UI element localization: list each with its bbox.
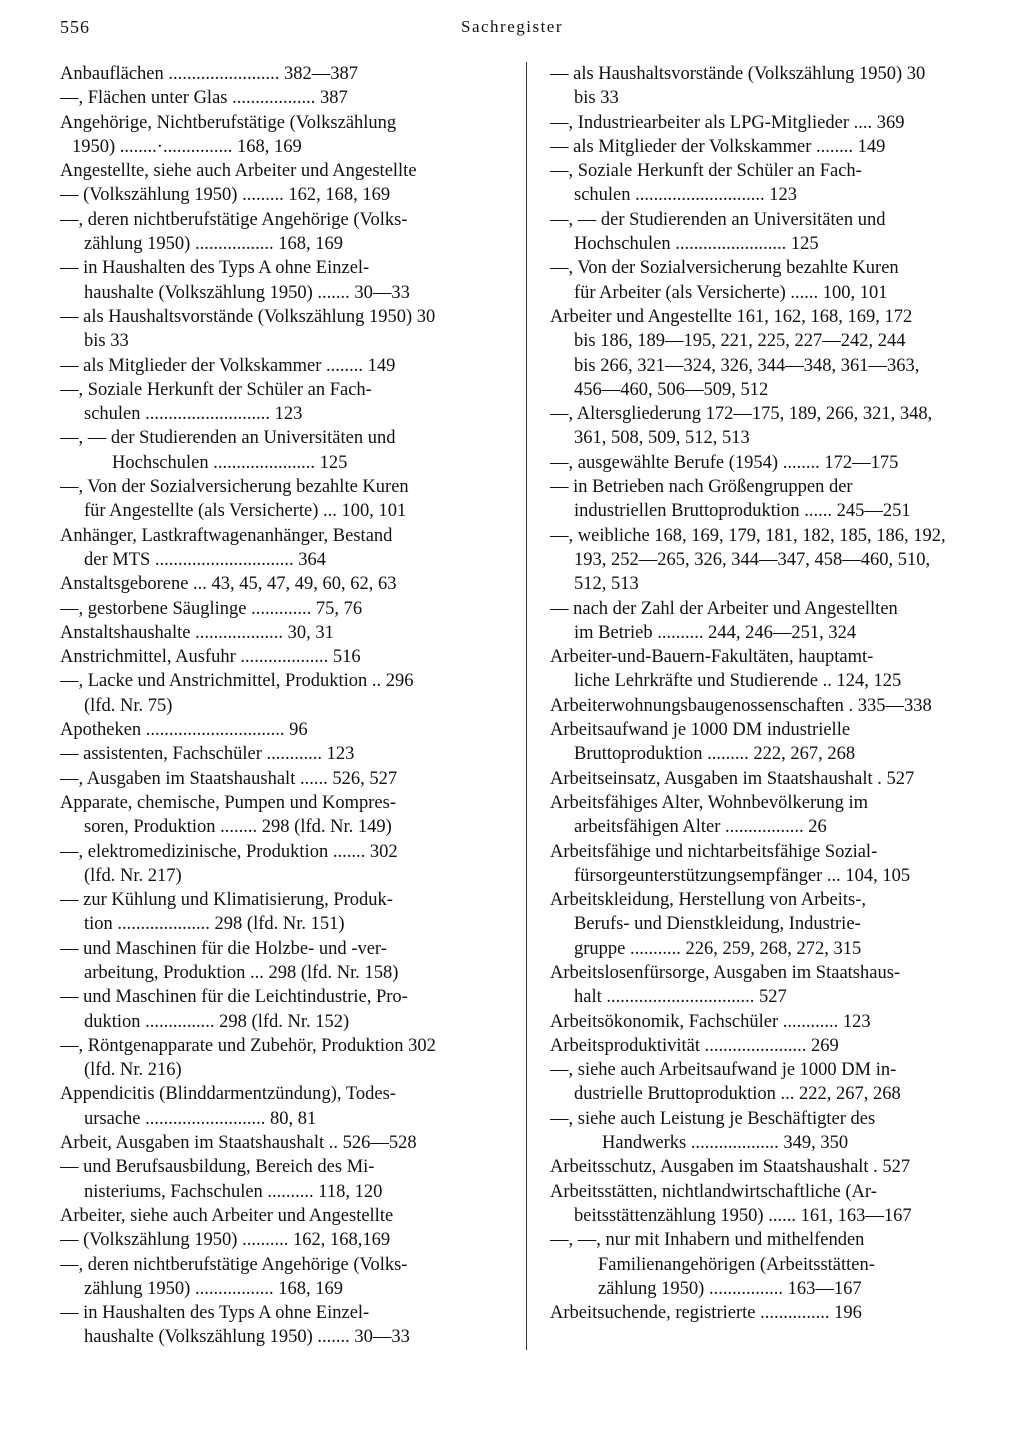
index-entry-line: Arbeitslosenfürsorge, Ausgaben im Staatshaus-	[550, 962, 901, 983]
index-entry-line: 193, 252—265, 326, 344—347, 458—460, 510,	[574, 549, 931, 570]
index-entry-line: — als Mitglieder der Volkskammer ........ 149	[550, 136, 886, 157]
index-entry-line: 512, 513	[574, 574, 639, 595]
index-entry-line: Berufs- und Dienstkleidung, Industrie-	[574, 914, 861, 935]
index-entry-line: —, Von der Sozialversicherung bezahlte Kuren	[550, 258, 899, 279]
index-entry-line: —, deren nichtberufstätige Angehörige (Volks-	[60, 1254, 408, 1275]
index-column-right	[550, 62, 988, 1325]
index-entry-line: —, elektromedizinische, Produktion ....... 302	[60, 841, 398, 862]
running-head: Sachregister	[460, 17, 564, 36]
index-entry-line: Hochschulen ...................... 125	[112, 452, 348, 473]
index-entry-line: —, Röntgenapparate und Zubehör, Produktion 302	[60, 1035, 436, 1056]
index-entry-line: für Angestellte (als Versicherte) ... 100, 101	[84, 501, 407, 522]
index-entry-line: Arbeitsökonomik, Fachschüler ............ 123	[550, 1011, 871, 1032]
index-entry-line: Arbeitsproduktivität ...................... 269	[550, 1035, 839, 1056]
index-entry-line: —, siehe auch Arbeitsaufwand je 1000 DM in-	[550, 1060, 897, 1081]
index-entry-line: —, Ausgaben im Staatshaushalt ...... 526, 527	[60, 768, 398, 789]
index-entry-line: —, siehe auch Leistung je Beschäftigter des	[550, 1108, 876, 1129]
index-entry-line: —, Von der Sozialversicherung bezahlte Kuren	[60, 477, 409, 498]
index-entry-line: Hochschulen ........................ 125	[574, 234, 819, 255]
index-entry-line: Arbeitsstätten, nichtlandwirtschaftliche (Ar-	[550, 1181, 877, 1202]
index-entry-line: (lfd. Nr. 216)	[84, 1060, 182, 1081]
index-entry-line: Arbeit, Ausgaben im Staatshaushalt .. 526—528	[60, 1133, 417, 1154]
index-entry-line: 1950) ........·............... 168, 169	[72, 136, 302, 157]
index-entry-line: Arbeitsschutz, Ausgaben im Staatshaushalt . 527	[550, 1157, 911, 1178]
index-entry-line: Arbeitseinsatz, Ausgaben im Staatshaushalt . 527	[550, 768, 915, 789]
index-entry-line: —, gestorbene Säuglinge ............. 75, 76	[60, 598, 363, 619]
index-entry-line: Apotheken .............................. 96	[60, 720, 308, 741]
index-entry-line: Anhänger, Lastkraftwagenanhänger, Bestand	[60, 525, 393, 546]
index-entry-line: —, — der Studierenden an Universitäten und	[60, 428, 396, 449]
index-entry-line: arbeitsfähigen Alter ................. 26	[574, 817, 827, 838]
index-entry-line: zählung 1950) ................. 168, 169	[84, 1278, 343, 1299]
index-entry-line: Anstaltsgeborene ... 43, 45, 47, 49, 60, 62, 63	[60, 574, 397, 595]
index-entry-line: — und Berufsausbildung, Bereich des Mi-	[60, 1157, 375, 1178]
index-entry-line: zählung 1950) ................ 163—167	[598, 1278, 862, 1299]
index-entry-line: Arbeitsfähiges Alter, Wohnbevölkerung im	[550, 792, 869, 813]
index-entry-line: Angehörige, Nichtberufstätige (Volkszählung	[60, 112, 397, 133]
index-entry-line: beitsstättenzählung 1950) ...... 161, 163—167	[574, 1205, 912, 1226]
index-entry-line: zählung 1950) ................. 168, 169	[84, 234, 343, 255]
index-entry-line: Arbeiter und Angestellte 161, 162, 168, 169, 172	[550, 306, 913, 327]
index-entry-line: — in Haushalten des Typs A ohne Einzel-	[60, 1303, 370, 1324]
index-entry-line: Familienangehörigen (Arbeitsstätten-	[598, 1254, 875, 1275]
index-entry-line: —, Lacke und Anstrichmittel, Produktion .. 296	[60, 671, 414, 692]
index-entry-line: 456—460, 506—509, 512	[574, 379, 769, 400]
index-entry-line: —, ausgewählte Berufe (1954) ........ 172—175	[550, 452, 899, 473]
index-entry-line: im Betrieb .......... 244, 246—251, 324	[574, 622, 857, 643]
index-entry-line: nisteriums, Fachschulen .......... 118, 120	[84, 1181, 383, 1202]
index-entry-line: soren, Produktion ........ 298 (lfd. Nr. 149)	[84, 817, 392, 838]
index-entry-line: — (Volkszählung 1950) ......... 162, 168, 169	[60, 185, 391, 206]
index-entry-line: tion .................... 298 (lfd. Nr. 151)	[84, 914, 345, 935]
index-entry-line: — und Maschinen für die Holzbe- und -ver-	[60, 938, 387, 959]
index-entry-line: Handwerks ................... 349, 350	[602, 1133, 849, 1154]
index-entry-line: bis 33	[84, 331, 129, 352]
index-entry-line: —, Industriearbeiter als LPG-Mitglieder .... 369	[550, 112, 905, 133]
index-entry-line: (lfd. Nr. 217)	[84, 865, 182, 886]
index-entry-line: gruppe ........... 226, 259, 268, 272, 315	[574, 938, 862, 959]
index-entry-line: (lfd. Nr. 75)	[84, 695, 173, 716]
index-entry-line: — als Haushaltsvorstände (Volkszählung 1950) 30	[60, 306, 436, 327]
index-entry-line: —, Flächen unter Glas .................. 387	[60, 88, 348, 109]
index-entry-line: — in Betrieben nach Größengruppen der	[550, 477, 853, 498]
index-entry-line: —, deren nichtberufstätige Angehörige (Volks-	[60, 209, 408, 230]
index-entry-line: —, Altersgliederung 172—175, 189, 266, 321, 348,	[550, 404, 933, 425]
index-entry-line: — als Mitglieder der Volkskammer ........ 149	[60, 355, 396, 376]
index-entry-line: haushalte (Volkszählung 1950) ....... 30—33	[84, 1327, 410, 1348]
index-entry-line: Arbeiter, siehe auch Arbeiter und Angestellte	[60, 1205, 394, 1226]
index-entry-line: Arbeitskleidung, Herstellung von Arbeits-,	[550, 890, 866, 911]
index-entry-line: arbeitung, Produktion ... 298 (lfd. Nr. 158)	[84, 962, 399, 983]
index-entry-line: ursache .......................... 80, 81	[84, 1108, 317, 1129]
index-entry-line: 361, 508, 509, 512, 513	[574, 428, 750, 449]
index-entry-line: liche Lehrkräfte und Studierende .. 124, 125	[574, 671, 902, 692]
index-entry-line: — assistenten, Fachschüler ............ 123	[60, 744, 355, 765]
index-entry-line: halt ................................ 527	[574, 987, 787, 1008]
index-entry-line: —, —, nur mit Inhabern und mithelfenden	[550, 1230, 865, 1251]
index-entry-line: dustrielle Bruttoproduktion ... 222, 267, 268	[574, 1084, 901, 1105]
index-entry-line: bis 266, 321—324, 326, 344—348, 361—363,	[574, 355, 920, 376]
index-entry-line: für Arbeiter (als Versicherte) ...... 100, 101	[574, 282, 888, 303]
index-entry-line: Arbeitsuchende, registrierte ............... 196	[550, 1303, 862, 1324]
page-number: 556	[60, 17, 90, 37]
index-entry-line: —, weibliche 168, 169, 179, 181, 182, 185, 186, 192,	[550, 525, 946, 546]
index-entry-line: Anstrichmittel, Ausfuhr ................... 516	[60, 647, 361, 668]
index-entry-line: — (Volkszählung 1950) .......... 162, 168,169	[60, 1230, 391, 1251]
index-entry-line: Arbeiter-und-Bauern-Fakultäten, hauptamt-	[550, 647, 874, 668]
index-entry-line: — nach der Zahl der Arbeiter und Angestellten	[550, 598, 898, 619]
index-entry-line: Apparate, chemische, Pumpen und Kompres-	[60, 792, 396, 813]
index-entry-line: —, — der Studierenden an Universitäten und	[550, 209, 886, 230]
index-entry-line: Anbauflächen ........................ 382—387	[60, 64, 359, 84]
index-entry-line: — zur Kühlung und Klimatisierung, Produk-	[60, 890, 393, 911]
index-entry-line: Arbeiterwohnungsbaugenossenschaften . 335—338	[550, 695, 932, 716]
index-entry-line: bis 186, 189—195, 221, 225, 227—242, 244	[574, 331, 906, 352]
index-entry-line: Bruttoproduktion ......... 222, 267, 268	[574, 744, 856, 765]
index-entry-line: — in Haushalten des Typs A ohne Einzel-	[60, 258, 370, 279]
index-entry-line: der MTS .............................. 364	[84, 549, 327, 570]
index-entry-line: bis 33	[574, 88, 619, 109]
index-entry-line: schulen ............................ 123	[574, 185, 798, 206]
index-entry-line: Anstaltshaushalte ................... 30, 31	[60, 622, 334, 643]
index-entry-line: Arbeitsfähige und nichtarbeitsfähige Sozial-	[550, 841, 878, 862]
index-entry-line: — und Maschinen für die Leichtindustrie, Pro-	[60, 987, 408, 1008]
index-column-left	[60, 62, 500, 1350]
index-entry-line: industriellen Bruttoproduktion ...... 245—251	[574, 501, 911, 522]
index-entry-line: —, Soziale Herkunft der Schüler an Fach-	[550, 161, 862, 182]
index-entry-line: — als Haushaltsvorstände (Volkszählung 1950) 30	[550, 64, 926, 84]
index-entry-line: fürsorgeunterstützungsempfänger ... 104, 105	[574, 865, 911, 886]
index-entry-line: —, Soziale Herkunft der Schüler an Fach-	[60, 379, 372, 400]
index-entry-line: Appendicitis (Blinddarmentzündung), Todes-	[60, 1084, 396, 1105]
index-entry-line: Arbeitsaufwand je 1000 DM industrielle	[550, 720, 851, 741]
column-divider	[526, 62, 527, 1350]
index-entry-line: haushalte (Volkszählung 1950) ....... 30—33	[84, 282, 410, 303]
index-entry-line: duktion ............... 298 (lfd. Nr. 152)	[84, 1011, 350, 1032]
index-entry-line: schulen ........................... 123	[84, 404, 303, 425]
index-entry-line: Angestellte, siehe auch Arbeiter und Angestellte	[60, 161, 417, 182]
